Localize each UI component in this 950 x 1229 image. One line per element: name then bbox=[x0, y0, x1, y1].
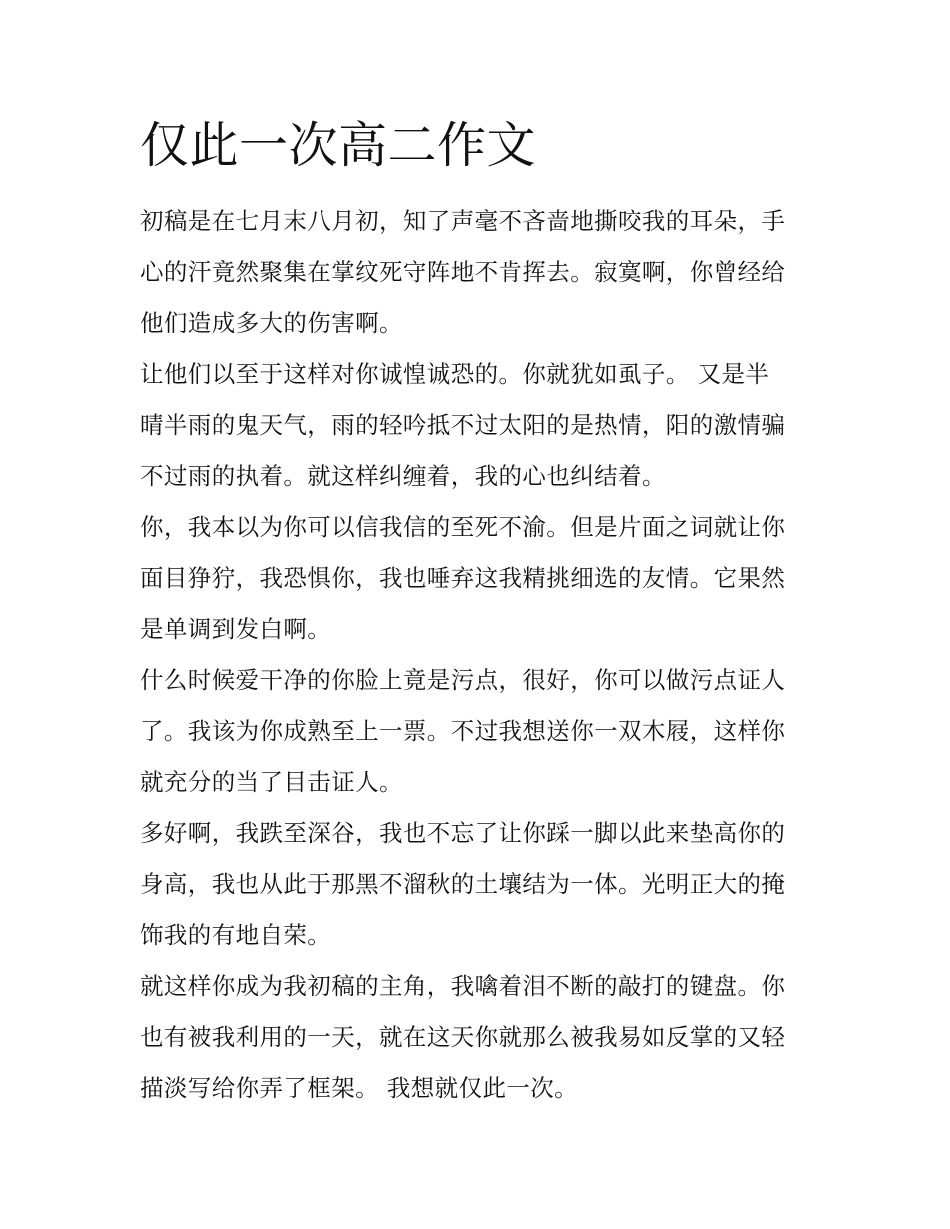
text-line: 就充分的当了目击证人。 bbox=[140, 768, 403, 796]
paragraph-5 bbox=[140, 808, 812, 961]
text-line: 多好啊，我跌至深谷，我也不忘了让你踩一脚以此来垫高你的 bbox=[140, 819, 786, 847]
text-line: 初稿是在七月末八月初，知了声毫不吝啬地撕咬我的耳朵，手 bbox=[140, 207, 786, 235]
paragraph-6 bbox=[140, 961, 812, 1114]
text-line: 晴半雨的鬼天气，雨的轻吟抵不过太阳的是热情，阳的激情骗 bbox=[140, 411, 786, 439]
text-line: 是单调到发白啊。 bbox=[140, 615, 332, 643]
text-line: 让他们以至于这样对你诚惶诚恐的。你就犹如虱子。 又是半 bbox=[140, 360, 770, 388]
text-line: 也有被我利用的一天，就在这天你就那么被我易如反掌的又轻 bbox=[140, 1023, 786, 1051]
text-line: 心的汗竟然聚集在掌纹死守阵地不肯挥去。寂寞啊，你曾经给 bbox=[140, 258, 786, 286]
text-line: 就这样你成为我初稿的主角，我噙着泪不断的敲打的键盘。你 bbox=[140, 972, 786, 1000]
text-line: 描淡写给你弄了框架。 我想就仅此一次。 bbox=[140, 1074, 579, 1102]
text-line: 不过雨的执着。就这样纠缠着，我的心也纠结着。 bbox=[140, 462, 666, 490]
text-line: 什么时候爱干净的你脸上竟是污点，很好，你可以做污点证人 bbox=[140, 666, 786, 694]
text-line: 饰我的有地自荣。 bbox=[140, 921, 332, 949]
text-line: 他们造成多大的伤害啊。 bbox=[140, 309, 403, 337]
paragraph-3 bbox=[140, 502, 812, 655]
text-line: 面目狰狞，我恐惧你，我也唾弃这我精挑细选的友情。它果然 bbox=[140, 564, 786, 592]
document-title: 仅此一次高二作文 bbox=[140, 117, 537, 174]
paragraph-2 bbox=[140, 349, 812, 502]
document-body bbox=[140, 196, 812, 1114]
paragraph-4 bbox=[140, 655, 812, 808]
text-line: 了。我该为你成熟至上一票。不过我想送你一双木屐，这样你 bbox=[140, 717, 786, 745]
text-line: 你，我本以为你可以信我信的至死不渝。但是片面之词就让你 bbox=[140, 513, 786, 541]
text-line: 身高，我也从此于那黑不溜秋的土壤结为一体。光明正大的掩 bbox=[140, 870, 786, 898]
paragraph-1 bbox=[140, 196, 812, 349]
